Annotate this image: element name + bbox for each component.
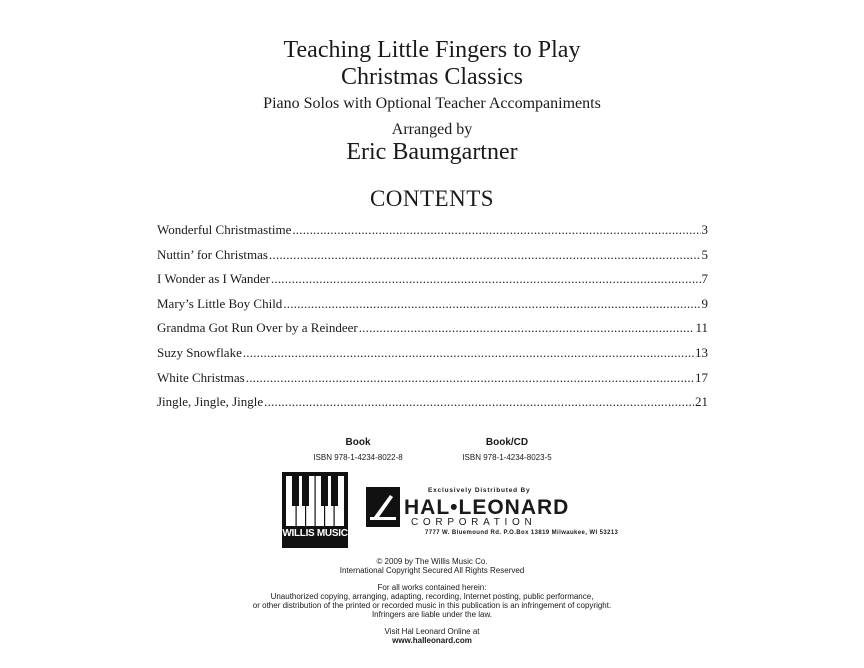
toc-entry	[157, 345, 708, 370]
toc-entry	[157, 271, 708, 296]
isbn-book-cd	[427, 437, 587, 464]
dot-leader	[292, 222, 700, 238]
hal-leonard-corporation: CORPORATION	[411, 517, 537, 528]
toc-page: 9	[701, 295, 708, 311]
dot-leader	[264, 394, 694, 410]
toc-entry	[157, 370, 708, 395]
toc-title: I Wonder as I Wander	[157, 271, 270, 287]
isbn-book-cd-number: ISBN 978-1-4234-8023-5	[462, 453, 552, 462]
toc-entry	[157, 222, 708, 247]
book-title-line1: Teaching Little Fingers to Play	[283, 37, 581, 63]
notice-line-3: Infringers are liable under the law.	[371, 610, 493, 619]
toc-title: Suzy Snowflake	[157, 344, 242, 360]
dot-leader	[283, 296, 700, 312]
dot-leader	[269, 247, 701, 263]
toc-title: Nuttin’ for Christmas	[157, 246, 268, 262]
rights-line: International Copyright Secured All Rights Reserved	[339, 566, 525, 575]
toc-page: 5	[701, 246, 708, 262]
book-subtitle: Piano Solos with Optional Teacher Accompaniments	[263, 95, 601, 112]
visit-line: Visit Hal Leonard Online at	[384, 627, 480, 636]
toc-page: 7	[701, 271, 708, 287]
hal-leonard-mark-icon	[366, 487, 400, 527]
contents-heading: CONTENTS	[369, 186, 495, 211]
notice-line-2: or other distribution of the printed or recorded music in this publication is an infringement of copyright.	[252, 601, 612, 610]
arranged-by-label: Arranged by	[391, 121, 473, 138]
isbn-book-label: Book	[345, 437, 371, 448]
toc-page: 13	[695, 344, 708, 360]
hal-leonard-address: 7777 W. Bluemound Rd. P.O.Box 13819 Milwaukee, WI 53213	[425, 530, 619, 536]
notice-line-1: Unauthorized copying, arranging, adapting, recording, Internet posting, public performance,	[270, 592, 594, 601]
dot-leader	[359, 320, 695, 336]
toc-page: 3	[701, 222, 708, 237]
toc-page: 11	[695, 320, 708, 336]
piano-keys-icon	[286, 476, 344, 526]
notice-intro: For all works contained herein:	[377, 583, 487, 592]
isbn-book-cd-label: Book/CD	[485, 437, 529, 448]
book-title-line2: Christmas Classics	[340, 64, 523, 90]
toc-title: Jingle, Jingle, Jingle	[157, 394, 264, 410]
isbn-book	[278, 437, 438, 464]
toc-entry	[157, 394, 708, 419]
willis-music-wordmark: WILLIS MUSIC	[282, 528, 348, 539]
dot-leader	[243, 345, 694, 361]
toc-entry	[157, 320, 708, 345]
toc-page: 17	[695, 369, 708, 385]
dot-leader	[271, 271, 701, 287]
arranger-name: Eric Baumgartner	[346, 139, 518, 165]
dot-leader	[246, 370, 694, 386]
table-of-contents	[157, 222, 708, 419]
willis-music-logo	[282, 472, 348, 548]
toc-page: 21	[695, 394, 708, 410]
toc-title: Grandma Got Run Over by a Reindeer	[157, 320, 358, 336]
copyright-line: © 2009 by The Willis Music Co.	[376, 557, 488, 566]
isbn-book-number: ISBN 978-1-4234-8022-8	[313, 453, 403, 462]
distributor-label: Exclusively Distributed By	[428, 487, 531, 494]
hal-leonard-wordmark: HAL•LEONARD	[404, 496, 570, 519]
toc-title: Wonderful Christmastime	[157, 222, 292, 237]
toc-entry	[157, 247, 708, 272]
toc-title: Mary’s Little Boy Child	[157, 295, 283, 311]
toc-title: White Christmas	[157, 369, 245, 385]
toc-entry	[157, 296, 708, 321]
website-link[interactable]: www.halleonard.com	[392, 636, 472, 645]
